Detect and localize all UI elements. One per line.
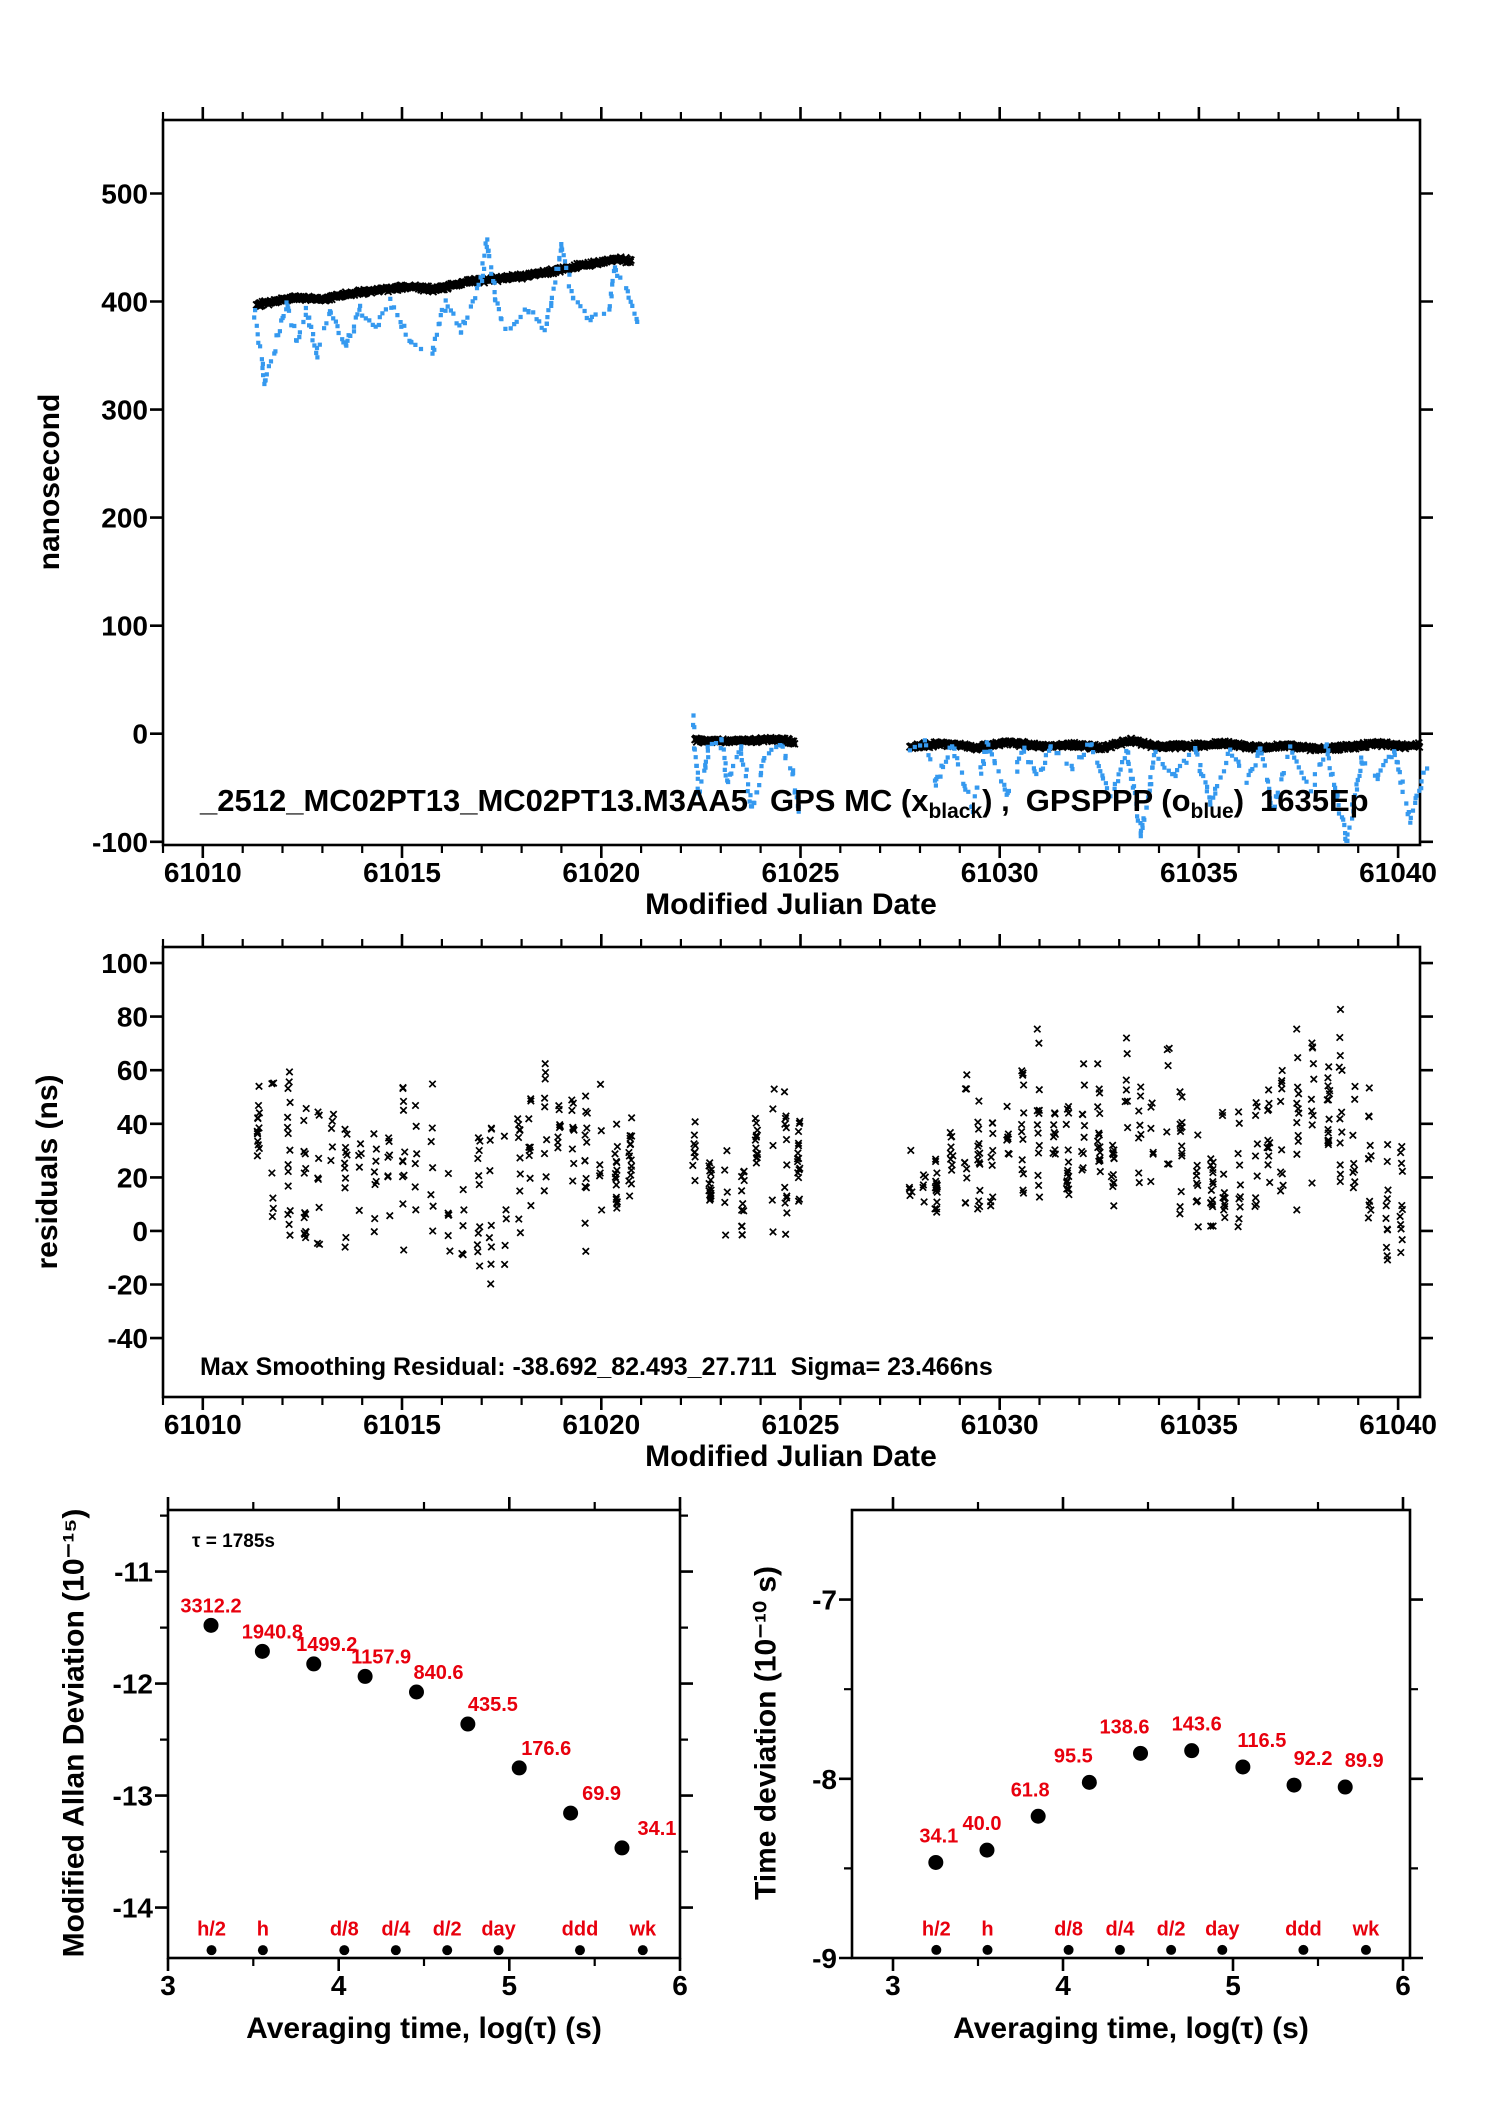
tau-marker-dot: [1298, 1945, 1308, 1955]
x-tick-label: 3: [160, 1970, 176, 2001]
tau-tick-label: d/4: [381, 1918, 411, 1941]
tau-tick-label: h: [981, 1918, 994, 1941]
y-tick-label: -13: [112, 1780, 153, 1812]
deviation-value-label: 69.9: [582, 1783, 622, 1806]
deviation-point: [255, 1644, 270, 1659]
major-ticks: [150, 934, 1433, 1410]
deviation-value-label: 1157.9: [351, 1646, 412, 1669]
deviation-value-label: 34.1: [637, 1817, 677, 1840]
deviation-value-label: 92.2: [1293, 1748, 1333, 1771]
deviation-value-label: 95.5: [1053, 1745, 1093, 1768]
legend-epochs: 1635Ep: [1260, 783, 1369, 818]
tau-marker-dot: [442, 1945, 452, 1955]
y-tick-label: 0: [132, 718, 148, 750]
residuals-annotation: Max Smoothing Residual: -38.692_82.493_27.711 Sigma= 23.466ns: [200, 1353, 993, 1381]
deviation-value-label: 40.0: [962, 1813, 1002, 1836]
deviation-value-label: 34.1: [919, 1825, 959, 1848]
y-tick-label: -8: [812, 1763, 837, 1795]
tdev-x-axis-title: Averaging time, log(τ) (s): [953, 2012, 1309, 2045]
tau-marker-dot: [494, 1945, 504, 1955]
deviation-point: [614, 1840, 629, 1855]
y-tick-label: -12: [112, 1668, 153, 1700]
deviation-point: [928, 1855, 943, 1870]
x-tick-label: 5: [501, 1970, 518, 2001]
y-tick-label: 20: [116, 1162, 148, 1194]
minor-ticks: [163, 939, 1358, 1405]
y-tick-label: 100: [101, 610, 148, 642]
tau-tick-label: d/8: [1054, 1918, 1084, 1941]
top-plot-legend: [770, 783, 1369, 824]
deviation-value-label: 61.8: [1010, 1779, 1050, 1802]
tau-tick-label: ddd: [561, 1918, 599, 1941]
panel-phase: [92, 107, 1437, 888]
top-x-axis-title: Modified Julian Date: [645, 888, 937, 921]
panel-tdev: [812, 1497, 1423, 2001]
y-tick-label: -11: [114, 1556, 153, 1588]
deviation-value-label: 435.5: [467, 1694, 518, 1717]
x-tick-label: 61015: [363, 1409, 441, 1440]
tau-marker-dot: [1115, 1945, 1125, 1955]
minor-ticks: [160, 1502, 688, 1966]
legend-sub-black: black: [928, 800, 983, 824]
legend-comma: ) ,: [982, 783, 1010, 818]
mid-x-axis-title: Modified Julian Date: [645, 1440, 937, 1473]
y-tick-label: -14: [112, 1892, 153, 1924]
y-tick-label: -9: [812, 1943, 837, 1974]
tau-marker-dot: [207, 1945, 217, 1955]
deviation-value-label: 143.6: [1171, 1713, 1222, 1736]
y-tick-label: -20: [107, 1269, 148, 1301]
deviation-point: [563, 1806, 578, 1821]
deviation-value-label: 176.6: [521, 1737, 572, 1760]
deviation-point: [409, 1685, 424, 1700]
deviation-point: [1338, 1780, 1353, 1795]
x-tick-label: 4: [330, 1970, 347, 2001]
y-tick-label: 500: [101, 178, 148, 210]
tdev-y-axis-title: Time deviation (10⁻¹⁰ s): [749, 1565, 783, 1901]
deviation-point: [1133, 1746, 1148, 1761]
tau-tick-label: wk: [629, 1918, 657, 1941]
plot-frame: [168, 1510, 680, 1958]
y-tick-label: 300: [101, 394, 148, 426]
y-tick-label: 200: [101, 502, 148, 534]
series-gpsppp: [252, 237, 639, 386]
deviation-point: [460, 1717, 475, 1732]
x-tick-label: 61040: [1359, 857, 1438, 888]
legend-paren: ): [1233, 783, 1245, 818]
tau-tick-label: day: [481, 1918, 516, 1941]
deviation-point: [1184, 1743, 1199, 1758]
top-plot-title: _2512_MC02PT13_MC02PT13.M3AA5: [200, 783, 748, 818]
tau-marker-dot: [1166, 1945, 1176, 1955]
deviation-value-label: 89.9: [1344, 1750, 1384, 1773]
tau-tick-label: day: [1205, 1918, 1240, 1941]
residual-scatter: [254, 1006, 1406, 1287]
x-tick-label: 4: [1055, 1970, 1071, 2001]
deviation-point: [1082, 1775, 1097, 1790]
x-tick-label: 5: [1225, 1970, 1241, 2001]
x-tick-label: 61035: [1159, 857, 1238, 888]
deviation-point: [204, 1618, 219, 1633]
tau-tick-label: d/2: [1156, 1918, 1186, 1941]
y-tick-label: 80: [116, 1001, 148, 1033]
y-tick-label: 40: [116, 1108, 148, 1140]
tau-marker-dot: [983, 1945, 993, 1955]
major-ticks: [155, 1497, 693, 1971]
tau-tick-label: h/2: [197, 1918, 226, 1941]
x-tick-label: 61025: [761, 857, 840, 888]
tau-marker-dot: [1064, 1945, 1074, 1955]
deviation-value-label: 116.5: [1237, 1729, 1287, 1752]
deviation-point: [979, 1843, 994, 1858]
x-tick-label: 61030: [960, 857, 1039, 888]
deviation-point: [1235, 1759, 1250, 1774]
y-tick-label: 60: [116, 1055, 148, 1087]
legend-gpsppp-text: GPSPPP (o: [1025, 783, 1191, 818]
y-tick-label: 0: [132, 1215, 148, 1247]
panel-mdev: [113, 1497, 693, 2001]
tau-marker-dot: [931, 1945, 941, 1955]
deviation-value-label: 840.6: [413, 1662, 464, 1684]
x-tick-label: 6: [1395, 1970, 1411, 2001]
tau-tick-label: d/2: [432, 1918, 462, 1941]
deviation-value-label: 1940.8: [241, 1621, 303, 1644]
plot-frame: [163, 947, 1420, 1397]
deviation-value-label: 1499.2: [296, 1633, 358, 1656]
x-tick-label: 61015: [363, 857, 441, 888]
x-tick-label: 61020: [562, 857, 641, 888]
tau-tick-label: d/8: [329, 1918, 359, 1941]
x-tick-label: 61040: [1359, 1409, 1438, 1440]
tau-annotation: τ = 1785s: [192, 1531, 275, 1552]
mid-y-axis-title: residuals (ns): [31, 1074, 64, 1270]
x-tick-label: 61020: [562, 1409, 641, 1440]
deviation-point: [1287, 1778, 1302, 1793]
y-tick-label: -40: [107, 1323, 148, 1355]
tau-marker-dot: [258, 1945, 268, 1955]
legend-gpsmc-text: GPS MC (x: [770, 783, 929, 818]
x-tick-label: 61010: [163, 1409, 242, 1440]
deviation-point: [306, 1656, 321, 1671]
tau-marker-dot: [575, 1945, 585, 1955]
tau-marker-dot: [391, 1945, 401, 1955]
top-y-axis-title: nanosecond: [33, 393, 66, 571]
mdev-x-axis-title: Averaging time, log(τ) (s): [246, 2012, 602, 2045]
y-tick-label: -100: [91, 826, 148, 858]
mdev-y-axis-title: Modified Allan Deviation (10⁻¹⁵): [57, 1508, 91, 1958]
tau-tick-label: ddd: [1285, 1918, 1322, 1941]
x-tick-label: 61010: [163, 857, 242, 888]
deviation-value-label: 3312.2: [180, 1595, 242, 1618]
tau-marker-dot: [339, 1945, 349, 1955]
tau-marker-dot: [1361, 1945, 1371, 1955]
tau-marker-dot: [1217, 1945, 1227, 1955]
tau-tick-label: d/4: [1105, 1918, 1135, 1941]
y-tick-label: -7: [812, 1584, 837, 1616]
x-tick-label: 61025: [761, 1409, 840, 1440]
x-tick-label: 3: [885, 1970, 901, 2001]
x-tick-label: 6: [672, 1970, 688, 2001]
legend-sub-blue: blue: [1190, 800, 1234, 824]
tau-tick-label: h/2: [921, 1918, 951, 1941]
tau-tick-label: wk: [1352, 1918, 1380, 1941]
tau-marker-dot: [638, 1945, 648, 1955]
deviation-point: [358, 1669, 373, 1684]
x-tick-label: 61035: [1159, 1409, 1238, 1440]
x-tick-label: 61030: [960, 1409, 1039, 1440]
deviation-value-label: 138.6: [1099, 1716, 1150, 1739]
y-tick-label: 100: [101, 948, 148, 980]
y-tick-label: 400: [101, 286, 148, 318]
tau-tick-label: h: [256, 1918, 270, 1941]
deviation-point: [512, 1760, 527, 1775]
deviation-point: [1031, 1809, 1046, 1824]
